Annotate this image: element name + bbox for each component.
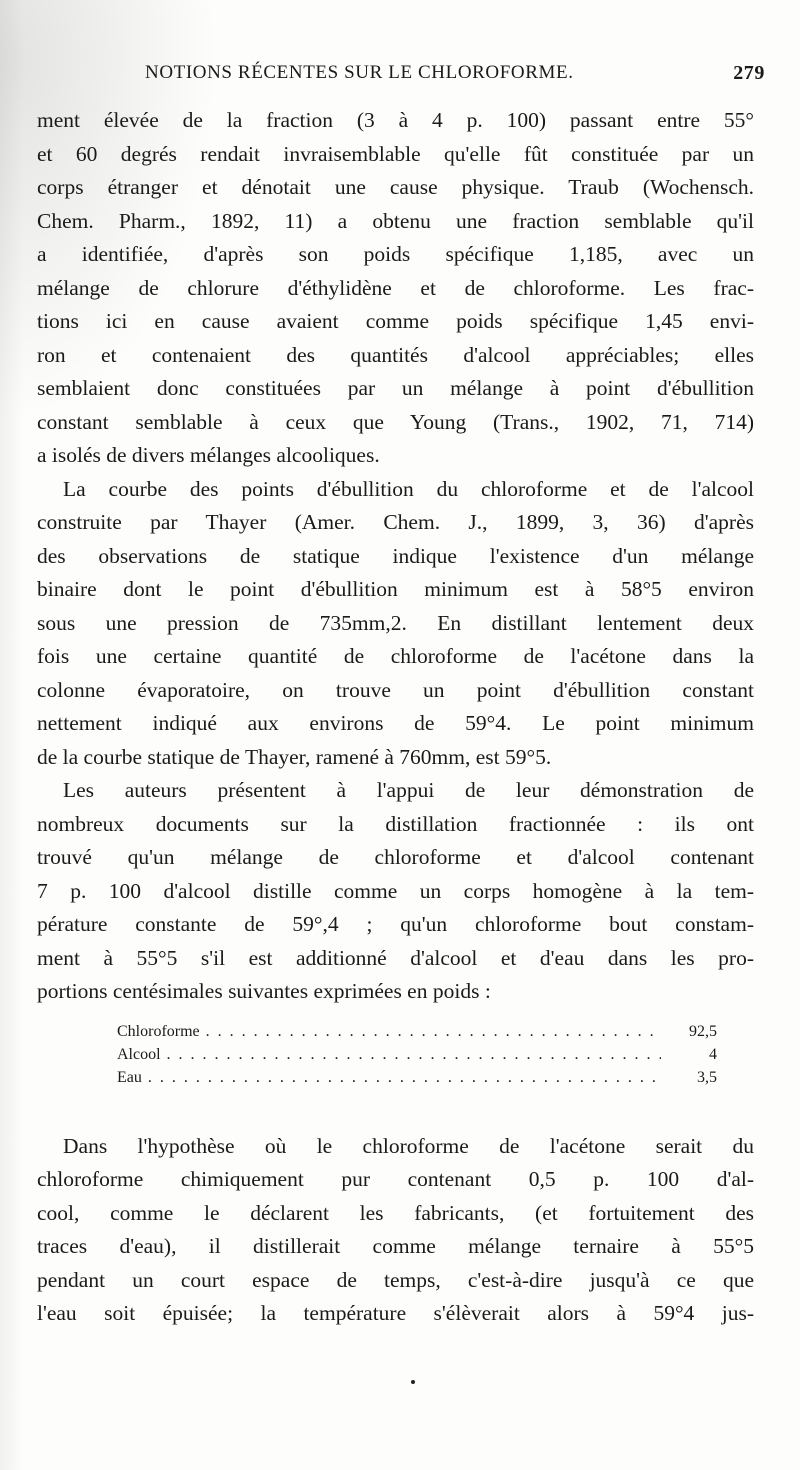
table-row <box>117 1067 717 1090</box>
text-line: ment élevée de la fraction (3 à 4 p. 100) passant entre 55° <box>37 108 754 132</box>
table-label: Alcool <box>117 1045 161 1063</box>
paragraph-1 <box>37 104 754 473</box>
text-line: nettement indiqué aux environs de 59°4. Le point minimum <box>37 711 754 735</box>
dot-leader <box>148 1067 661 1089</box>
table-value: 3,5 <box>697 1068 717 1086</box>
text-line: de la courbe statique de Thayer, ramené à 760mm, est 59°5. <box>37 744 552 769</box>
dot-leader <box>206 1021 661 1043</box>
text-line: colonne évaporatoire, on trouve un point d'ébullition constant <box>37 677 754 702</box>
paragraph-4 <box>37 1130 754 1331</box>
text-line: et 60 degrés rendait invraisemblable qu'elle fût constituée par un <box>37 141 754 166</box>
text-line: traces d'eau), il distillerait comme mélange ternaire à 55°5 <box>37 1234 754 1258</box>
composition-table <box>117 1021 717 1090</box>
text-line: ron et contenaient des quantités d'alcool appréciables; elles <box>37 342 754 367</box>
paragraph-2 <box>37 473 754 775</box>
spacer <box>37 1009 754 1021</box>
running-title: NOTIONS RÉCENTES SUR LE CHLOROFORME. <box>145 62 574 83</box>
text-line: a isolés de divers mélanges alcooliques. <box>37 443 380 467</box>
text-line: Les auteurs présentent à l'appui de leur démonstration de <box>63 778 754 802</box>
table-row <box>117 1044 717 1067</box>
text-line: construite par Thayer (Amer. Chem. J., 1899, 3, 36) d'après <box>37 510 754 534</box>
text-line: 7 p. 100 d'alcool distille comme un corps homogène à la tem- <box>37 878 754 903</box>
text-line: mélange de chlorure d'éthylidène et de chloroforme. Les frac- <box>37 275 754 300</box>
table-value: 92,5 <box>689 1022 717 1040</box>
text-line: pendant un court espace de temps, c'est-à-dire jusqu'à ce que <box>37 1267 754 1292</box>
text-line: constant semblable à ceux que Young (Trans., 1902, 71, 714) <box>37 409 754 434</box>
text-line: corps étranger et dénotait une cause physique. Traub (Wochensch. <box>37 175 754 199</box>
text-line: portions centésimales suivantes exprimées en poids : <box>37 979 491 1003</box>
text-line: cool, comme le déclarent les fabricants, (et fortuitement des <box>37 1200 754 1225</box>
table-value: 4 <box>709 1045 717 1063</box>
text-line: ment à 55°5 s'il est additionné d'alcool et d'eau dans les pro- <box>37 945 754 970</box>
text-line: trouvé qu'un mélange de chloroforme et d'alcool contenant <box>37 845 754 869</box>
text-line: La courbe des points d'ébullition du chloroforme et de l'alcool <box>63 476 754 501</box>
running-head <box>145 62 765 88</box>
text-line: pérature constante de 59°,4 ; qu'un chloroforme bout constam- <box>37 912 754 936</box>
text-line: semblaient donc constituées par un mélange à point d'ébullition <box>37 376 754 400</box>
dot-leader <box>167 1044 661 1066</box>
text-line: des observations de statique indique l'existence d'un mélange <box>37 543 754 568</box>
text-line: Chem. Pharm., 1892, 11) a obtenu une fraction semblable qu'il <box>37 208 754 233</box>
page-number: 279 <box>733 62 765 84</box>
text-line: binaire dont le point d'ébullition minimum est à 58°5 environ <box>37 577 754 601</box>
text-line: tions ici en cause avaient comme poids spécifique 1,45 envi- <box>37 309 754 333</box>
table-row <box>117 1021 717 1044</box>
paragraph-3 <box>37 774 754 1009</box>
table-label: Chloroforme <box>117 1022 200 1040</box>
text-line: a identifiée, d'après son poids spécifique 1,185, avec un <box>37 242 754 266</box>
text-line: sous une pression de 735mm,2. En distillant lentement deux <box>37 610 754 635</box>
text-line: fois une certaine quantité de chloroforme de l'acétone dans la <box>37 644 754 668</box>
spacer <box>37 1090 754 1130</box>
table-label: Eau <box>117 1068 142 1086</box>
text-line: chloroforme chimiquement pur contenant 0,5 p. 100 d'al- <box>37 1167 754 1191</box>
body-text <box>37 104 754 1331</box>
text-line: nombreux documents sur la distillation fractionnée : ils ont <box>37 811 754 836</box>
ink-speck <box>411 1380 415 1384</box>
text-line: Dans l'hypothèse où le chloroforme de l'acétone serait du <box>63 1133 754 1158</box>
text-line: l'eau soit épuisée; la température s'élèverait alors à 59°4 jus- <box>37 1301 754 1325</box>
